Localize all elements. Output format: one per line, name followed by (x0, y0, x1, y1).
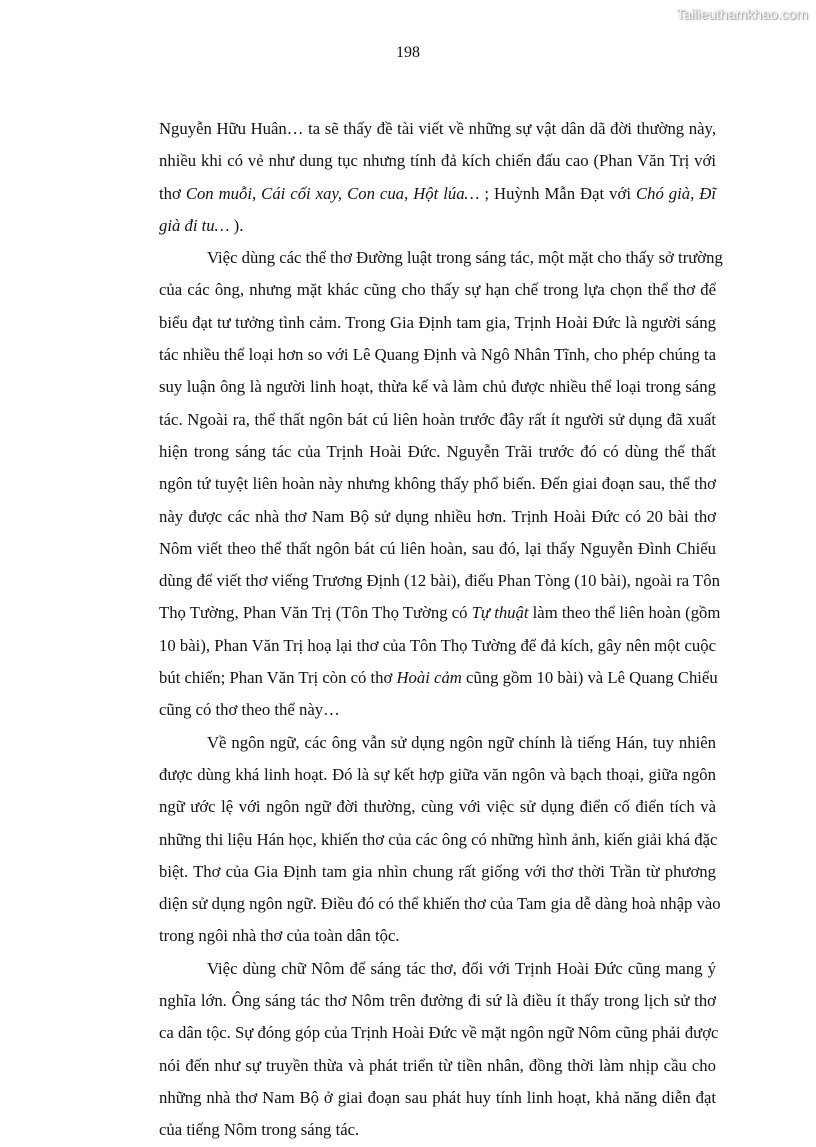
text-line (159, 727, 716, 759)
text-line (159, 274, 716, 306)
text-run: Về ngôn ngữ, các ông vẫn sử dụng ngôn ngữ chính là tiếng Hán, tuy nhiên (207, 732, 716, 752)
text-run: này được các nhà thơ Nam Bộ sử dụng nhiều hơn. Trịnh Hoài Đức có 20 bài thơ (159, 506, 716, 526)
text-line (159, 436, 716, 468)
text-line (159, 759, 716, 791)
text-line (159, 565, 720, 597)
text-line (159, 920, 716, 952)
text-line (159, 888, 721, 920)
text-run: nghĩa lớn. Ông sáng tác thơ Nôm trên đường đi sứ là điều ít thấy trong lịch sử thơ (159, 991, 716, 1011)
text-line (159, 501, 716, 533)
text-run: tác nhiều thể loại hơn so với Lê Quang Định và Ngô Nhân Tĩnh, cho phép chúng ta (159, 345, 716, 365)
text-line (159, 1050, 716, 1082)
text-run: Thọ Tường, Phan Văn Trị (Tôn Thọ Tường có (159, 603, 472, 623)
text-run: Nôm viết theo thể thất ngôn bát cú liên hoàn, sau đó, lại thấy Nguyễn Đình Chiểu (159, 538, 716, 558)
text-line (159, 178, 716, 210)
italic-title: Con muỗi, Cái cối xay, Con cua, Hột lúa… (185, 183, 480, 203)
paragraph (159, 113, 716, 242)
text-run: nói đến như sự truyền thừa và phát triển từ tiền nhân, đồng thời làm nhịp cầu cho (159, 1055, 716, 1075)
text-run: tác. Ngoài ra, thể thất ngôn bát cú liên hoàn trước đây rất ít người sử dụng đã xuất (159, 409, 716, 429)
text-run: nhiều khi có vẻ như dung tục nhưng tính đả kích chiến đấu cao (Phan Văn Trị với (159, 151, 716, 171)
text-run: những nhà thơ Nam Bộ ở giai đoạn sau phát huy tính linh hoạt, khả năng diễn đạt (159, 1087, 716, 1107)
text-run: trong ngôi nhà thơ của toàn dân tộc. (159, 926, 400, 946)
text-run: cũng có thơ theo thể này… (159, 700, 340, 720)
paragraph (159, 953, 719, 1147)
text-line (159, 985, 716, 1017)
text-line (159, 791, 716, 823)
text-line (159, 242, 723, 274)
text-run: Việc dùng chữ Nôm để sáng tác thơ, đối với Trịnh Hoài Đức cũng mang ý (207, 958, 716, 978)
text-run: dùng để viết thơ viếng Trương Định (12 bài), điếu Phan Tòng (10 bài), ngoài ra Tôn (159, 571, 720, 591)
watermark: Tailieuthamkhao.com (676, 6, 808, 22)
text-run: ngữ ước lệ với ngôn ngữ đời thường, cùng với việc sử dụng điển cố điển tích và (159, 797, 716, 817)
text-run: biểu đạt tư tưởng tình cảm. Trong Gia Định tam gia, Trịnh Hoài Đức là người sáng (159, 312, 716, 332)
text-run: Nguyễn Hữu Huân… ta sẽ thấy đề tài viết về những sự vật dân dã đời thường này, (159, 119, 716, 138)
text-run: ). (229, 215, 244, 235)
text-line (159, 145, 716, 177)
text-line (159, 662, 716, 694)
text-run: những thi liệu Hán học, khiến thơ của các ông có những hình ảnh, kiến giải khá đặc (159, 829, 718, 849)
text-run: biệt. Thơ của Gia Định tam gia nhìn chung rất giống với thơ thời Trần từ phương (159, 861, 716, 881)
text-run: ; Huỳnh Mẫn Đạt với (479, 183, 636, 203)
text-line (159, 533, 716, 565)
text-line (159, 210, 716, 242)
text-line (159, 694, 716, 726)
text-line (159, 1082, 716, 1114)
text-line (159, 597, 721, 629)
text-line (159, 630, 716, 662)
text-line (159, 953, 716, 985)
paragraph (159, 242, 723, 726)
text-run: Việc dùng các thể thơ Đường luật trong sáng tác, một mặt cho thấy sở trường (207, 248, 723, 268)
italic-title: Hoài cảm (396, 668, 462, 688)
text-line (159, 1017, 719, 1049)
text-run: thơ (159, 183, 186, 203)
text-run: của tiếng Nôm trong sáng tác. (159, 1120, 360, 1140)
text-line (159, 371, 716, 403)
italic-title: già đi tu… (159, 215, 230, 235)
text-line (159, 113, 716, 145)
document-body (159, 113, 723, 1147)
text-run: diện sử dụng ngôn ngữ. Điều đó có thể khiến thơ của Tam gia dễ dàng hoà nhập vào (159, 894, 721, 914)
text-line (159, 468, 716, 500)
text-line (159, 404, 716, 436)
text-line (159, 856, 716, 888)
italic-title: Tự thuật (471, 603, 529, 623)
text-line (159, 824, 716, 856)
text-run: 10 bài), Phan Văn Trị hoạ lại thơ của Tôn Thọ Tường để đả kích, gây nên một cuộc (159, 635, 716, 655)
text-run: cũng gồm 10 bài) và Lê Quang Chiểu (461, 668, 718, 688)
text-run: ngôn tứ tuyệt liên hoàn này nhưng không thấy phổ biến. Đến giai đoạn sau, thể thơ (159, 474, 716, 494)
text-line (159, 307, 716, 339)
paragraph (159, 727, 721, 953)
text-run: suy luận ông là người linh hoạt, thừa kế và làm chủ được nhiều thể loại trong sáng (159, 377, 716, 397)
italic-title: Chó già, Đĩ (635, 183, 716, 203)
text-run: bút chiến; Phan Văn Trị còn có thơ (159, 668, 397, 688)
page-number: 198 (396, 44, 420, 61)
text-run: của các ông, nhưng mặt khác cũng cho thấy sự hạn chế trong lựa chọn thể thơ để (159, 280, 716, 300)
text-run: ca dân tộc. Sự đóng góp của Trịnh Hoài Đức về mặt ngôn ngữ Nôm cũng phải được (159, 1023, 719, 1043)
text-run: hiện trong sáng tác của Trịnh Hoài Đức. Nguyễn Trãi trước đó có dùng thể thất (159, 441, 716, 461)
text-line (159, 339, 716, 371)
text-run: được dùng khá linh hoạt. Đó là sự kết hợp giữa văn ngôn và bạch thoại, giữa ngôn (159, 764, 716, 784)
text-line (159, 1114, 716, 1146)
text-run: làm theo thể liên hoàn (gồm (528, 603, 721, 623)
